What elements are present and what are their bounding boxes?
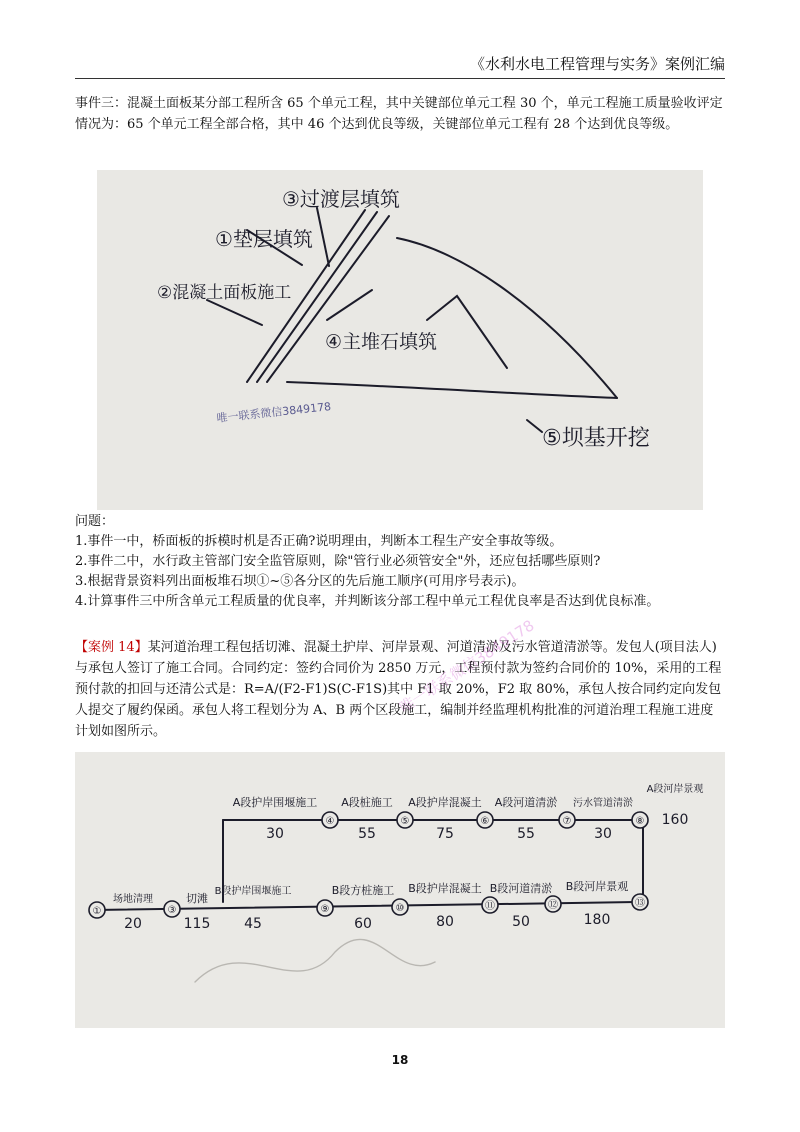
questions-heading: 问题：	[75, 514, 115, 529]
node-3: ③	[167, 905, 177, 916]
activity-a-pile-duration: 55	[358, 826, 376, 842]
activity-a-cofferdam-duration: 30	[266, 826, 284, 842]
case14-tag: 【案例 14】	[75, 640, 148, 655]
sketch-label-foundation-excavation: ⑤坝基开挖	[542, 426, 650, 451]
activity-a-landscape: A段河岸景观	[646, 784, 704, 795]
questions-block	[75, 512, 725, 612]
activity-beach-cut-duration: 115	[183, 916, 211, 932]
node-1: ①	[92, 906, 102, 917]
question-1: 1.事件一中，桥面板的拆模时机是否正确?说明理由，判断本工程生产安全事故等级。	[75, 534, 563, 549]
activity-a-dredge-duration: 55	[517, 826, 535, 842]
node-8: ⑧	[635, 816, 645, 827]
activity-sewer-dredge: 污水管道清淤	[573, 798, 633, 809]
activity-b-dredge-duration: 50	[512, 914, 530, 930]
node-10: ⑩	[395, 903, 405, 914]
sketch-label-main-rockfill: ④主堆石填筑	[325, 331, 438, 353]
activity-a-concrete-duration: 75	[436, 826, 454, 842]
header-title: 《水利水电工程管理与实务》案例汇编	[469, 55, 725, 73]
case14-paragraph	[75, 637, 725, 742]
page-header	[75, 52, 725, 79]
sketch-label-face-slab: ②混凝土面板施工	[157, 283, 292, 303]
activity-b-concrete-duration: 80	[436, 914, 454, 930]
activity-b-pile-duration: 60	[354, 916, 372, 932]
node-6: ⑥	[480, 816, 490, 827]
question-3: 3.根据背景资料列出面板堆石坝①~⑤各分区的先后施工顺序(可用序号表示)。	[75, 574, 525, 589]
node-13: ⑬	[635, 898, 645, 909]
sketch-watermark: 唯一联系微信3849178	[215, 400, 332, 425]
sketch-label-transition: ③过渡层填筑	[282, 187, 400, 211]
activity-b-landscape-duration: 180	[583, 912, 611, 928]
activity-b-landscape: B段河岸景观	[565, 880, 629, 893]
dam-zoning-sketch-photo	[97, 170, 703, 510]
node-12: ⑫	[548, 900, 558, 911]
event3-paragraph: 事件三：混凝土面板某分部工程所含 65 个单元工程，其中关键部位单元工程 30 个，单元工程施工质量验收评定情况为：65 个单元工程全部合格，其中 46 个达到优良等级，关键部位单元工程有 28 个达到优良等级。	[75, 96, 723, 132]
question-4: 4.计算事件三中所含单元工程质量的优良率，并判断该分部工程中单元工程优良率是否达到优良标准。	[75, 594, 660, 609]
activity-beach-cut: 切滩	[186, 892, 208, 905]
network-plan-photo	[75, 752, 725, 1028]
activity-a-dredge: A段河道清淤	[494, 796, 558, 809]
question-2: 2.事件二中，水行政主管部门安全监管原则，除"管行业必须管安全"外，还应包括哪些原则?	[75, 554, 601, 569]
page-number: 18	[391, 1053, 409, 1067]
activity-b-cofferdam-duration: 45	[244, 916, 262, 932]
node-9: ⑨	[320, 904, 330, 915]
activity-a-concrete: A段护岸混凝土	[408, 796, 482, 809]
node-11: ⑪	[485, 901, 495, 912]
node-4: ④	[325, 816, 335, 827]
activity-b-concrete: B段护岸混凝土	[408, 882, 482, 895]
activity-b-pile: B段方桩施工	[331, 884, 395, 897]
activity-site-clearing-duration: 20	[124, 916, 142, 932]
case14-text: 某河道治理工程包括切滩、混凝土护岸、河岸景观、河道清淤及污水管道清淤等。发包人(项目法人)与承包人签订了施工合同。合同约定：签约合同价为 2850 万元，工程预付款为签约合同价的 10%，采用的工程预付款的扣回与还清公式是：R=A/(F2-F1)S(C-F1S)其中 F1 取 20%，F2 取 80%，承包人按合同约定向发包人提交了履约保函。承包人将工程划分为 A、B 两个区段施工，编制并经监理机构批准的河道治理工程施工进度计划如图所示。	[75, 640, 722, 739]
sketch-label-cushion: ①垫层填筑	[215, 227, 313, 251]
node-7: ⑦	[562, 816, 572, 827]
activity-b-dredge: B段河道清淤	[489, 882, 553, 895]
activity-sewer-dredge-duration: 30	[594, 826, 612, 842]
activity-b-cofferdam: B段护岸围堰施工	[214, 886, 292, 897]
activity-a-landscape-duration: 160	[661, 812, 689, 828]
activity-a-pile: A段桩施工	[341, 796, 393, 809]
case14-watermark: 唯一联系微信3849178	[396, 616, 538, 717]
activity-a-cofferdam: A段护岸围堰施工	[232, 796, 318, 809]
network-plan-sketch	[75, 752, 725, 1028]
node-5: ⑤	[400, 816, 410, 827]
dam-zoning-sketch	[97, 170, 703, 510]
activity-site-clearing: 场地清理	[113, 894, 153, 905]
